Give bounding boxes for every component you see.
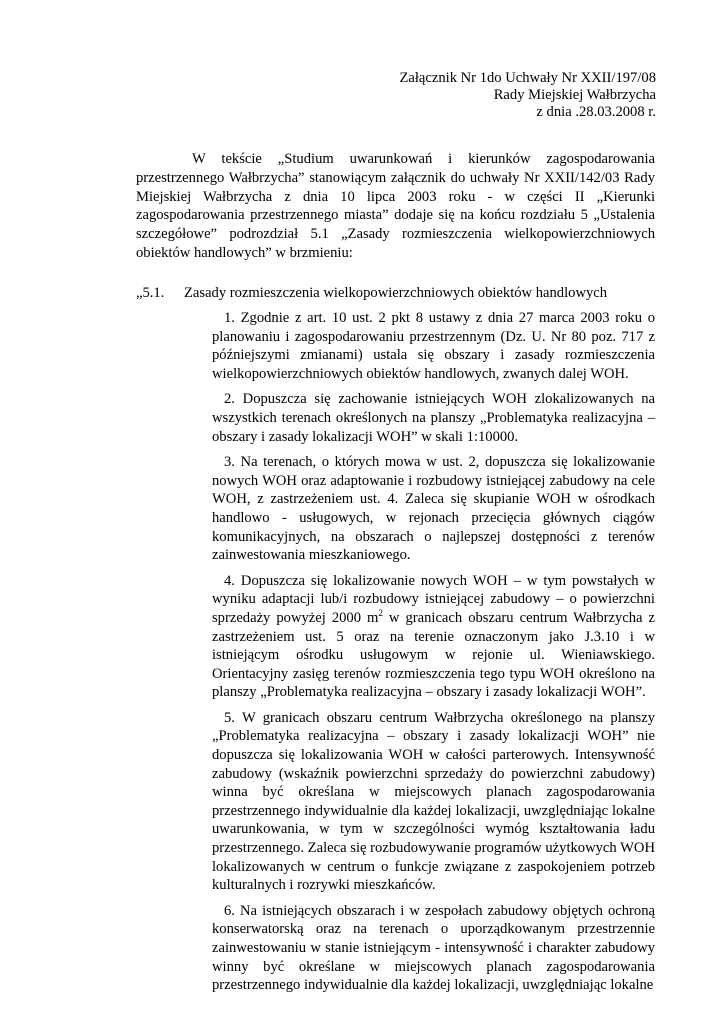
paragraph-2 [212,390,655,446]
section-title: Zasady rozmieszczenia wielkopowierzchniowych obiektów handlowych [184,285,608,301]
header-line-resolution: Załącznik Nr 1do Uchwały Nr XXII/197/08 [399,70,656,86]
section-number: „5.1. [136,285,165,301]
section-paragraphs [212,309,655,1002]
paragraph-4-text-a: 4. Dopuszcza się lokalizowanie nowych WOH – w tym powstałych w wyniku adaptacji lub/i rozbudowy istniejącej zabudowy – o powierzchni sprzedaży powyżej 2000 m [212,572,655,626]
paragraph-1-text: 1. Zgodnie z art. 10 ust. 2 pkt 8 ustawy z dnia 27 marca 2003 roku o planowaniu i zagospodarowaniu przestrzennym (Dz. U. Nr 80 poz. 717 z późniejszymi zmianami) ustala się obszary i zasady rozmieszczenia wielkopowierzchniowych obiektów handlowych, zwanych dalej WOH. [212,310,655,382]
paragraph-3 [212,453,655,565]
intro-paragraph [136,150,655,263]
paragraph-1 [212,309,655,383]
paragraph-5 [212,709,655,895]
paragraph-6 [212,902,655,995]
intro-text: W tekście „Studium uwarunkowań i kierunków zagospodarowania przestrzennego Wałbrzycha” stanowiącym załącznik do uchwały Nr XXII/142/03 Rady Miejskiej Wałbrzycha z dnia 10 lipca 2003 roku - w części II „Kierunki zagospodarowania przestrzennego miasta” dodaje się na końcu rozdziału 5 „Ustalenia szczegółowe” podrozdział 5.1 „Zasady rozmieszczenia wielkopowierzchniowych obiektów handlowych” w brzmieniu: [136,151,655,261]
section-heading [136,284,676,303]
paragraph-2-text: 2. Dopuszcza się zachowanie istniejących WOH zlokalizowanych na wszystkich terenach określonych na planszy „Problematyka realizacyjna – obszary i zasady lokalizacji WOH” w skali 1:10000. [212,391,655,445]
superscript-two: 2 [378,608,383,619]
paragraph-4 [212,572,655,702]
header-line-date: z dnia .28.03.2008 r. [536,104,656,120]
header-line-council: Rady Miejskiej Wałbrzycha [493,87,656,103]
paragraph-6-text: 6. Na istniejących obszarach i w zespołach zabudowy objętych ochroną konserwatorską oraz na terenach o uporządkowanym przestrzennie zainwestowaniu w stanie istniejącym - intensywność i charakter zabudowy winny być określane w miejscowych planach zagospodarowania przestrzennego indywidualnie dla każdej lokalizacji, uwzględniając lokalne [212,902,655,994]
paragraph-3-text: 3. Na terenach, o których mowa w ust. 2, dopuszcza się lokalizowanie nowych WOH oraz adaptowanie i rozbudowy istniejącej zabudowy na cele WOH, z zastrzeżeniem ust. 4. Zaleca się skupianie WOH w ośrodkach handlowo - usługowych, w rejonach przecięcia głównych ciągów komunikacyjnych, na obszarach o najlepszej dostępności z terenów zainwestowania mieszkaniowego. [212,454,655,564]
paragraph-4-text-b: w granicach obszaru centrum Wałbrzycha z zastrzeżeniem ust. 5 oraz na terenie oznaczonym jako J.3.10 i w istniejącym ośrodku usługowym w rejonie ul. Wieniawskiego. Orientacyjny zasięg terenów rozmieszczenia tego typu WOH określono na planszy „Problematyka realizacyjna – obszary i zasady lokalizacji WOH”. [212,609,655,701]
attachment-header [399,70,656,121]
paragraph-5-text: 5. W granicach obszaru centrum Wałbrzycha określonego na planszy „Problematyka realizacyjna – obszary i zasady lokalizacji WOH” nie dopuszcza się lokalizowania WOH w całości parterowych. Intensywność zabudowy (wskaźnik powierzchni sprzedaży do powierzchni zabudowy) winna być określana w miejscowych planach zagospodarowania przestrzennego indywidualnie dla każdej lokalizacji, uwzględniając lokalne uwarunkowania, w tym w szczególności wymóg kształtowania ładu przestrzennego. Zaleca się rozbudowywanie programów użytkowych WOH lokalizowanych w centrum o funkcje związane z zaspokojeniem potrzeb kulturalnych i rozrywki mieszkańców. [212,709,655,894]
